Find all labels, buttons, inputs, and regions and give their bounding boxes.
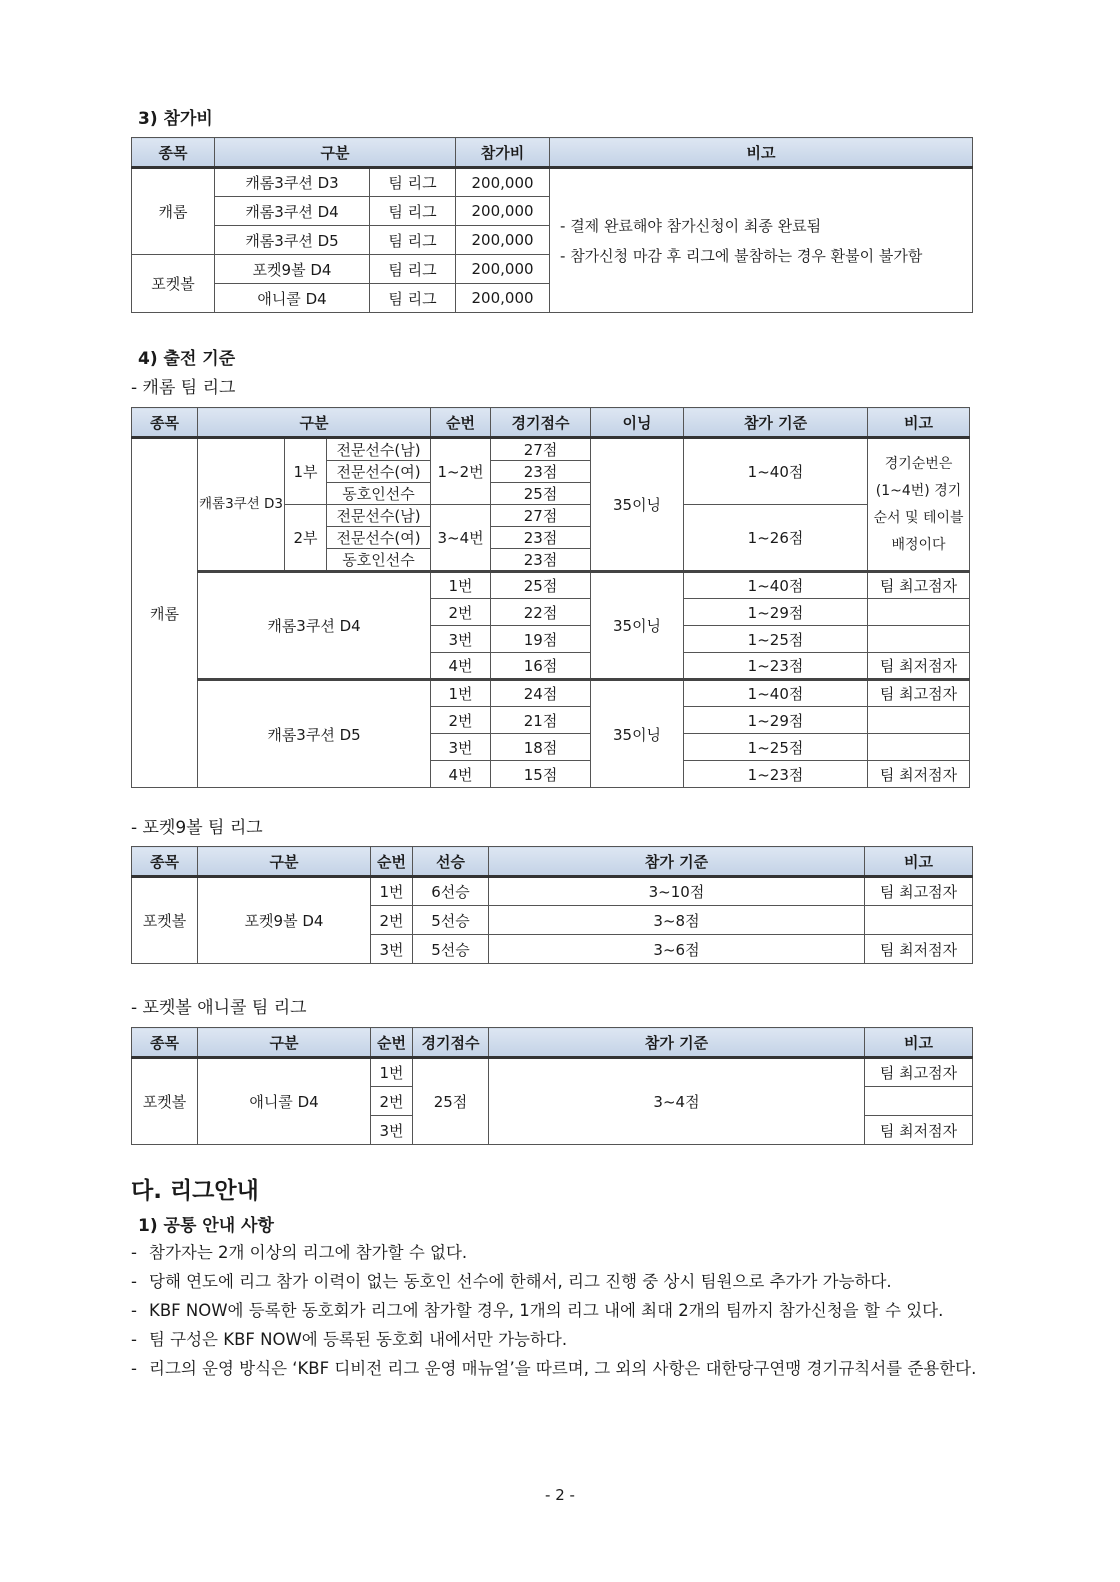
fee-note-2: - 참가신청 마감 후 리그에 불참하는 경우 환불이 불가함 xyxy=(560,246,923,265)
pocket9-note: 팀 최고점자 xyxy=(865,877,973,906)
league-rules xyxy=(131,1238,983,1383)
d3-player: 전문선수(여) xyxy=(327,527,431,549)
league-rule: - 리그의 운영 방식은 ‘KBF 디비전 리그 운영 매뉴얼’을 따르며, 그 외의 사항은 대한당구연맹 경기규칙서를 준용한다. xyxy=(131,1354,983,1383)
d3-player: 전문선수(남) xyxy=(327,438,431,461)
d3-inning: 35이닝 xyxy=(591,438,684,572)
d4-criteria: 1~29점 xyxy=(684,599,868,626)
fee-type: 팀 리그 xyxy=(370,284,456,313)
league-rule: - 당해 연도에 리그 참가 이력이 없는 동호인 선수에 한해서, 리그 진행 중 상시 팀원으로 추가가 가능하다. xyxy=(131,1267,983,1296)
carom-header-score: 경기점수 xyxy=(491,408,591,438)
pocket9-div: 포켓9볼 D4 xyxy=(198,877,371,964)
carom-sport: 캐롬 xyxy=(132,438,198,788)
anycall-score: 25점 xyxy=(413,1058,489,1145)
d5-inning: 35이닝 xyxy=(591,680,684,788)
fee-note-1: - 결제 완료해야 참가신청이 최종 완료됨 xyxy=(560,216,822,235)
anycall-order: 1번 xyxy=(371,1058,413,1087)
d3-note: 경기순번은 (1~4번) 경기순서 및 테이블 배정이다 xyxy=(868,438,970,572)
d5-order: 1번 xyxy=(431,680,491,707)
d3-player: 전문선수(여) xyxy=(327,461,431,483)
league-rule-text: 당해 연도에 리그 참가 이력이 없는 동호인 선수에 한해서, 리그 진행 중 상시 팀원으로 추가가 가능하다. xyxy=(149,1272,892,1291)
d3-score: 27점 xyxy=(491,505,591,527)
d4-order: 1번 xyxy=(431,572,491,599)
fee-div: 캐롬3쿠션 D5 xyxy=(215,226,370,255)
fee-amount: 200,000 xyxy=(456,168,550,197)
d4-score: 19점 xyxy=(491,626,591,653)
league-rule: - KBF NOW에 등록한 동호회가 리그에 참가할 경우, 1개의 리그 내에 최대 2개의 팀까지 참가신청을 할 수 있다. xyxy=(131,1296,983,1325)
anycall-criteria-table xyxy=(131,1027,973,1145)
anycall-div: 애니콜 D4 xyxy=(198,1058,371,1145)
d3-player: 동호인선수 xyxy=(327,549,431,572)
d3-player: 동호인선수 xyxy=(327,483,431,505)
d5-score: 21점 xyxy=(491,707,591,734)
anycall-header-order: 순번 xyxy=(371,1028,413,1058)
d5-note xyxy=(868,734,970,761)
carom-header-div: 구분 xyxy=(198,408,431,438)
d4-note: 팀 최고점자 xyxy=(868,572,970,599)
d5-order: 4번 xyxy=(431,761,491,788)
fee-div: 애니콜 D4 xyxy=(215,284,370,313)
d5-order: 3번 xyxy=(431,734,491,761)
d4-note: 팀 최저점자 xyxy=(868,653,970,680)
fee-amount: 200,000 xyxy=(456,226,550,255)
anycall-note: 팀 최저점자 xyxy=(865,1116,973,1145)
d3-criteria1: 1~40점 xyxy=(684,438,868,505)
d4-order: 4번 xyxy=(431,653,491,680)
pocket9-order: 3번 xyxy=(371,935,413,964)
d3-score: 23점 xyxy=(491,527,591,549)
d3-div: 캐롬3쿠션 D3 xyxy=(198,438,285,572)
fee-type: 팀 리그 xyxy=(370,226,456,255)
carom-header-order: 순번 xyxy=(431,408,491,438)
fee-amount: 200,000 xyxy=(456,284,550,313)
anycall-subtitle: - 포켓볼 애니콜 팀 리그 xyxy=(131,998,307,1018)
anycall-header-div: 구분 xyxy=(198,1028,371,1058)
d3-part1: 1부 xyxy=(285,438,327,505)
pocket9-criteria: 3~10점 xyxy=(489,877,865,906)
league-rule-text: 리그의 운영 방식은 ‘KBF 디비전 리그 운영 매뉴얼’을 따르며, 그 외의 사항은 대한당구연맹 경기규칙서를 준용한다. xyxy=(149,1359,977,1378)
d3-score: 27점 xyxy=(491,438,591,461)
anycall-header-sport: 종목 xyxy=(132,1028,198,1058)
anycall-criteria: 3~4점 xyxy=(489,1058,865,1145)
d4-criteria: 1~40점 xyxy=(684,572,868,599)
d5-criteria: 1~23점 xyxy=(684,761,868,788)
fee-div: 캐롬3쿠션 D3 xyxy=(215,168,370,197)
d5-criteria: 1~29점 xyxy=(684,707,868,734)
d5-div: 캐롬3쿠션 D5 xyxy=(198,680,431,788)
pocket9-wins: 5선승 xyxy=(413,906,489,935)
d4-score: 16점 xyxy=(491,653,591,680)
d5-criteria: 1~40점 xyxy=(684,680,868,707)
d5-note: 팀 최저점자 xyxy=(868,761,970,788)
pocket9-header-wins: 선승 xyxy=(413,847,489,877)
fee-div: 포켓9볼 D4 xyxy=(215,255,370,284)
d4-div: 캐롬3쿠션 D4 xyxy=(198,572,431,680)
d4-note xyxy=(868,599,970,626)
fee-header-fee: 참가비 xyxy=(456,138,550,168)
d5-score: 24점 xyxy=(491,680,591,707)
d4-inning: 35이닝 xyxy=(591,572,684,680)
anycall-header-note: 비고 xyxy=(865,1028,973,1058)
criteria-section-title: 4) 출전 기준 xyxy=(138,349,236,369)
pocket9-order: 1번 xyxy=(371,877,413,906)
anycall-order: 2번 xyxy=(371,1087,413,1116)
carom-subtitle: - 캐롬 팀 리그 xyxy=(131,378,236,398)
pocket9-header-sport: 종목 xyxy=(132,847,198,877)
d5-score: 18점 xyxy=(491,734,591,761)
fee-amount: 200,000 xyxy=(456,197,550,226)
league-rule-text: 팀 구성은 KBF NOW에 등록된 동호회 내에서만 가능하다. xyxy=(149,1330,568,1349)
d5-score: 15점 xyxy=(491,761,591,788)
d3-score: 23점 xyxy=(491,549,591,572)
fee-type: 팀 리그 xyxy=(370,197,456,226)
pocket9-header-criteria: 참가 기준 xyxy=(489,847,865,877)
d3-score: 25점 xyxy=(491,483,591,505)
pocket9-criteria: 3~8점 xyxy=(489,906,865,935)
fee-type: 팀 리그 xyxy=(370,168,456,197)
d3-player: 전문선수(남) xyxy=(327,505,431,527)
league-rule-text: 참가자는 2개 이상의 리그에 참가할 수 없다. xyxy=(149,1243,468,1262)
d4-order: 3번 xyxy=(431,626,491,653)
d3-score: 23점 xyxy=(491,461,591,483)
fee-notes xyxy=(550,168,973,313)
d3-part2: 2부 xyxy=(285,505,327,572)
fee-sport-pocket: 포켓볼 xyxy=(132,255,215,313)
league-rule-text: KBF NOW에 등록한 동호회가 리그에 참가할 경우, 1개의 리그 내에 최대 2개의 팀까지 참가신청을 할 수 있다. xyxy=(149,1301,944,1320)
pocket9-criteria-table xyxy=(131,846,973,964)
fee-header-div: 구분 xyxy=(215,138,456,168)
d3-order2: 3~4번 xyxy=(431,505,491,572)
fee-header-sport: 종목 xyxy=(132,138,215,168)
anycall-sport: 포켓볼 xyxy=(132,1058,198,1145)
anycall-note: 팀 최고점자 xyxy=(865,1058,973,1087)
league-rule: - 팀 구성은 KBF NOW에 등록된 동호회 내에서만 가능하다. xyxy=(131,1325,983,1354)
fee-sport-carom: 캐롬 xyxy=(132,168,215,255)
pocket9-order: 2번 xyxy=(371,906,413,935)
pocket9-header-order: 순번 xyxy=(371,847,413,877)
d5-order: 2번 xyxy=(431,707,491,734)
carom-header-note: 비고 xyxy=(868,408,970,438)
d3-order1: 1~2번 xyxy=(431,438,491,505)
pocket9-criteria: 3~6점 xyxy=(489,935,865,964)
pocket9-wins: 5선승 xyxy=(413,935,489,964)
fee-table xyxy=(131,137,973,313)
league-rule: - 참가자는 2개 이상의 리그에 참가할 수 없다. xyxy=(131,1238,983,1267)
pocket9-sport: 포켓볼 xyxy=(132,877,198,964)
fee-header-note: 비고 xyxy=(550,138,973,168)
pocket9-subtitle: - 포켓9볼 팀 리그 xyxy=(131,818,263,838)
fee-type: 팀 리그 xyxy=(370,255,456,284)
d4-criteria: 1~23점 xyxy=(684,653,868,680)
d5-note xyxy=(868,707,970,734)
league-subtitle: 1) 공통 안내 사항 xyxy=(138,1216,274,1236)
pocket9-header-note: 비고 xyxy=(865,847,973,877)
carom-header-criteria: 참가 기준 xyxy=(684,408,868,438)
pocket9-note: 팀 최저점자 xyxy=(865,935,973,964)
d4-note xyxy=(868,626,970,653)
d5-note: 팀 최고점자 xyxy=(868,680,970,707)
carom-header-inning: 이닝 xyxy=(591,408,684,438)
fee-amount: 200,000 xyxy=(456,255,550,284)
d4-order: 2번 xyxy=(431,599,491,626)
pocket9-wins: 6선승 xyxy=(413,877,489,906)
anycall-note xyxy=(865,1087,973,1116)
carom-criteria-table xyxy=(131,407,970,788)
anycall-order: 3번 xyxy=(371,1116,413,1145)
page-number: - 2 - xyxy=(545,1486,575,1504)
d5-criteria: 1~25점 xyxy=(684,734,868,761)
anycall-header-score: 경기점수 xyxy=(413,1028,489,1058)
fee-div: 캐롬3쿠션 D4 xyxy=(215,197,370,226)
fee-section-title: 3) 참가비 xyxy=(138,109,213,129)
d3-criteria2: 1~26점 xyxy=(684,505,868,572)
d4-criteria: 1~25점 xyxy=(684,626,868,653)
d4-score: 25점 xyxy=(491,572,591,599)
pocket9-header-div: 구분 xyxy=(198,847,371,877)
d4-score: 22점 xyxy=(491,599,591,626)
league-section-title: 다. 리그안내 xyxy=(131,1178,259,1204)
carom-header-sport: 종목 xyxy=(132,408,198,438)
pocket9-note xyxy=(865,906,973,935)
anycall-header-criteria: 참가 기준 xyxy=(489,1028,865,1058)
